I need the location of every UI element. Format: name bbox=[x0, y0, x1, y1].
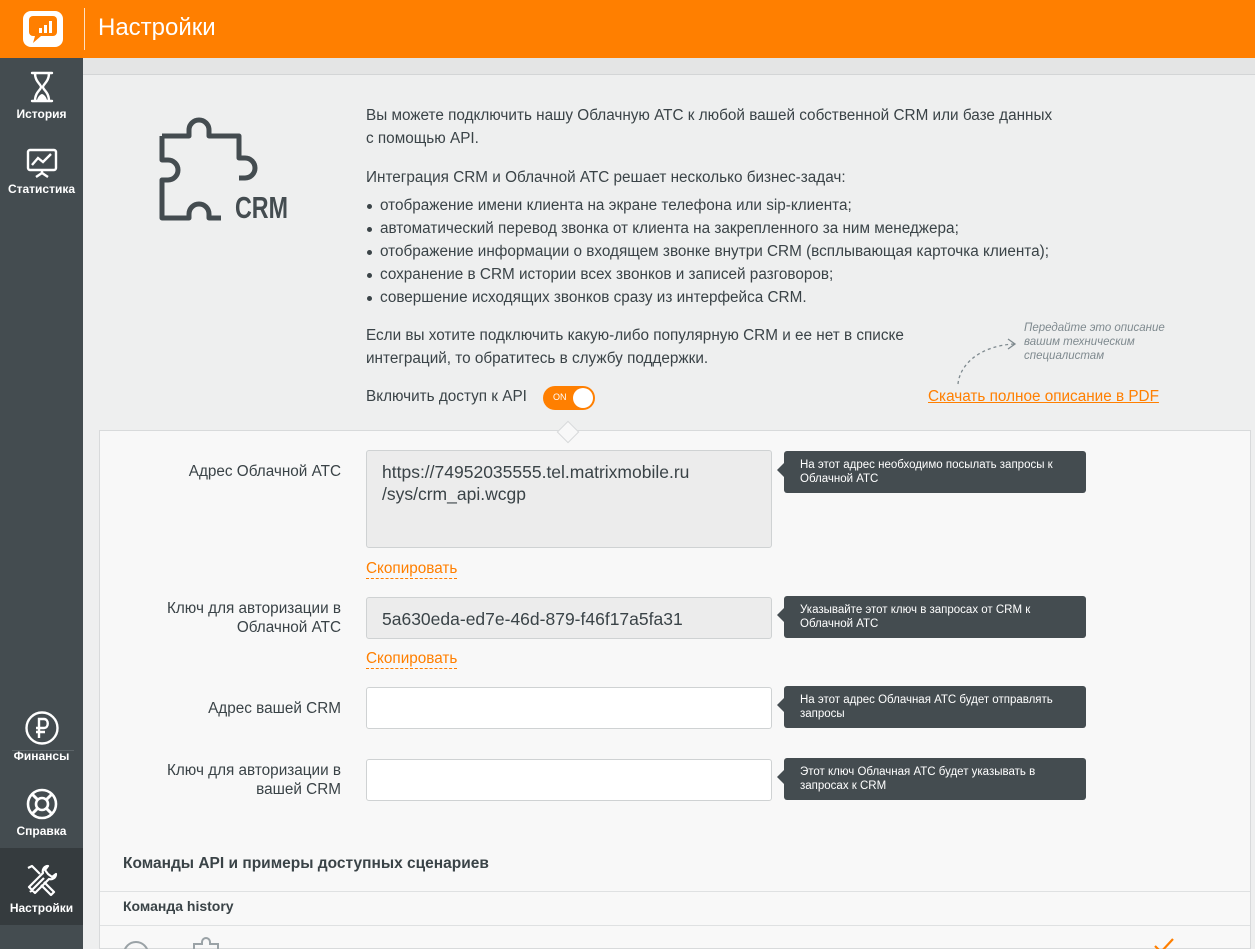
list-item: отображение имени клиента на экране телефона или sip-клиента; bbox=[366, 194, 1049, 217]
crm-key-tooltip: Этот ключ Облачная АТС будет указывать в запросах к CRM bbox=[784, 758, 1086, 800]
sidebar-item-label: Справка bbox=[16, 824, 67, 838]
sidebar-item-label: Настройки bbox=[9, 901, 74, 915]
info-circle-icon bbox=[120, 940, 152, 949]
tasks-list bbox=[366, 194, 1049, 309]
note-line: Передайте это описание bbox=[1024, 322, 1165, 334]
api-access-label: Включить доступ к API bbox=[366, 388, 527, 405]
sidebar bbox=[0, 58, 83, 949]
note-line: специалистам bbox=[1024, 350, 1105, 362]
list-item: автоматический перевод звонка от клиента на закрепленного за ним менеджера; bbox=[366, 217, 1049, 240]
app-logo-icon[interactable] bbox=[22, 10, 64, 48]
list-item: совершение исходящих звонков сразу из интерфейса CRM. bbox=[366, 286, 1049, 309]
label-line: вашей CRM bbox=[256, 781, 341, 798]
puzzle-icon bbox=[190, 938, 222, 949]
label-line: Ключ для авторизации в bbox=[166, 762, 341, 779]
support-line-1: Если вы хотите подключить какую-либо популярную CRM и ее нет в списке bbox=[366, 327, 904, 344]
support-line-2: интеграций, то обратитесь в службу поддержки. bbox=[366, 350, 709, 367]
top-stripe bbox=[83, 58, 1255, 75]
crm-key-input[interactable] bbox=[366, 759, 772, 801]
download-pdf-link[interactable]: Скачать полное описание в PDF bbox=[928, 388, 1159, 405]
top-bar bbox=[0, 0, 1255, 58]
api-access-toggle[interactable] bbox=[543, 386, 595, 410]
crm-key-label bbox=[41, 761, 341, 799]
crm-address-tooltip: На этот адрес Облачная АТС будет отправлять запросы bbox=[784, 686, 1086, 728]
pbx-key-field[interactable]: 5a630eda-ed7e-46d-879-f46f17a5fa31 bbox=[366, 597, 772, 639]
tools-icon bbox=[24, 862, 60, 898]
header-divider bbox=[84, 8, 85, 50]
dashed-arrow-icon bbox=[952, 336, 1022, 388]
panel-pointer bbox=[556, 419, 580, 431]
sidebar-item-settings[interactable] bbox=[0, 848, 83, 925]
label-line: Облачной АТС bbox=[236, 619, 341, 636]
label-line: Ключ для авторизации в bbox=[166, 600, 341, 617]
sidebar-item-label: Финансы bbox=[13, 749, 70, 763]
chart-icon bbox=[25, 147, 59, 179]
list-item: сохранение в CRM истории всех звонков и записей разговоров; bbox=[366, 263, 1049, 286]
sidebar-item-history[interactable] bbox=[0, 70, 83, 121]
pbx-address-label: Адрес Облачной АТС bbox=[188, 463, 341, 480]
pbx-key-label bbox=[41, 599, 341, 637]
divider bbox=[100, 891, 1250, 892]
check-icon bbox=[1152, 936, 1176, 949]
pbx-address-field[interactable] bbox=[366, 450, 772, 548]
pbx-address-tooltip: На этот адрес необходимо посылать запросы к Облачной АТС bbox=[784, 451, 1086, 493]
intro-line-1: Вы можете подключить нашу Облачную АТС к любой вашей собственной CRM или базе данных bbox=[366, 107, 1053, 124]
svg-text:CRM: CRM bbox=[235, 190, 288, 225]
crm-address-label: Адрес вашей CRM bbox=[208, 700, 341, 717]
toggle-state: ON bbox=[553, 392, 567, 402]
list-item: отображение информации о входящем звонке внутри CRM (всплывающая карточка клиента); bbox=[366, 240, 1049, 263]
sidebar-item-statistics[interactable] bbox=[0, 147, 83, 196]
page-title: Настройки bbox=[98, 14, 216, 41]
commands-section-title: Команды API и примеры доступных сценариев bbox=[123, 855, 489, 872]
pbx-address-value-line: /sys/crm_api.wcgp bbox=[382, 484, 526, 504]
note-line: вашим техническим bbox=[1024, 336, 1135, 348]
sidebar-item-label: Статистика bbox=[7, 182, 76, 196]
pbx-key-tooltip: Указывайте этот ключ в запросах от CRM к Облачной АТС bbox=[784, 596, 1086, 638]
hourglass-icon bbox=[27, 70, 57, 104]
tasks-title: Интеграция CRM и Облачной АТС решает несколько бизнес-задач: bbox=[366, 169, 846, 186]
pdf-note bbox=[1024, 321, 1184, 363]
crm-address-input[interactable] bbox=[366, 687, 772, 729]
intro-line-2: с помощью API. bbox=[366, 130, 479, 147]
command-history-header[interactable]: Команда history bbox=[123, 898, 234, 914]
pbx-address-value-line: https://74952035555.tel.matrixmobile.ru bbox=[382, 462, 690, 482]
sidebar-item-label: История bbox=[16, 107, 67, 121]
crm-puzzle-icon bbox=[157, 110, 292, 225]
copy-pbx-key-button[interactable]: Скопировать bbox=[366, 650, 458, 667]
divider bbox=[100, 925, 1250, 926]
copy-pbx-address-button[interactable]: Скопировать bbox=[366, 560, 458, 577]
toggle-knob bbox=[573, 388, 593, 408]
